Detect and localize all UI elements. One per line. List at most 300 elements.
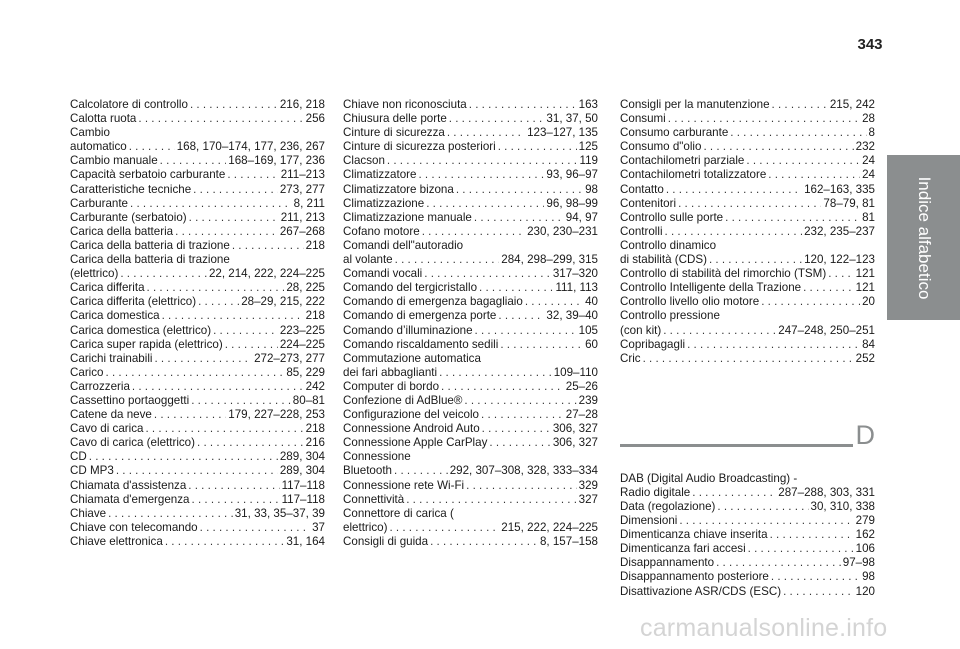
index-term: Climatizzatore bizona	[343, 182, 454, 196]
index-entry	[70, 366, 325, 380]
index-entry	[70, 436, 325, 450]
index-term: Chiave con telecomando	[70, 520, 198, 534]
index-term: Bluetooth	[343, 464, 392, 478]
index-entry-line	[70, 211, 325, 225]
page-references: 120	[855, 584, 875, 598]
index-term: Consigli di guida	[343, 534, 429, 548]
index-entry	[620, 585, 875, 599]
page-references: 117–118	[281, 478, 325, 492]
index-entry	[343, 239, 598, 267]
index-entry-line	[70, 183, 325, 197]
index-term: Dimensioni	[620, 514, 678, 528]
dot-leader	[232, 239, 304, 253]
page-references: 8	[868, 126, 875, 140]
index-entry-line	[70, 493, 325, 507]
dot-leader	[394, 464, 448, 478]
index-entry-line	[620, 528, 875, 542]
index-term: Cavo di carica	[70, 422, 144, 436]
index-entry	[620, 309, 875, 337]
index-term: Chiave	[70, 506, 107, 520]
index-term: Carburante (serbatoio)	[70, 210, 187, 224]
page-references: 289, 304	[279, 450, 325, 464]
page-references: 60	[585, 337, 598, 351]
index-entry-line	[70, 154, 325, 168]
index-entry	[70, 521, 325, 535]
dot-leader	[225, 338, 278, 352]
index-entry-line	[70, 239, 325, 253]
index-entry-line	[70, 408, 325, 422]
page-references: 105	[578, 323, 598, 337]
dot-leader	[746, 154, 860, 168]
page-references: 256	[305, 112, 325, 126]
page-references: 242	[305, 379, 325, 393]
index-term: Consumi	[620, 112, 666, 126]
watermark: carmanualsonline.info	[640, 614, 888, 642]
page-references: 230, 230–231	[527, 224, 598, 238]
index-term: Controllo sulle porte	[620, 210, 724, 224]
dot-leader	[426, 197, 544, 211]
page-references: 106	[855, 542, 875, 556]
page-references: 120, 122–123	[804, 253, 875, 267]
index-term: Comando del tergicristallo	[343, 281, 478, 295]
index-term: Computer di bordo	[343, 379, 440, 393]
index-entry	[620, 140, 875, 154]
index-entry-line	[620, 295, 875, 309]
page-references: 25–26	[565, 379, 598, 393]
index-entry-line	[343, 239, 598, 253]
page-references: 8, 157–158	[539, 534, 598, 548]
index-column-2	[343, 98, 598, 549]
index-entry-line	[70, 309, 325, 323]
dot-leader	[666, 183, 802, 197]
page-references: 30, 310, 338	[810, 499, 875, 513]
index-entry	[70, 380, 325, 394]
page-references: 306, 327	[552, 436, 598, 450]
dot-leader	[783, 585, 854, 599]
page-references: 327	[578, 492, 598, 506]
index-entry	[620, 183, 875, 197]
dot-leader	[200, 521, 310, 535]
index-entry	[70, 211, 325, 225]
index-entry	[70, 450, 325, 464]
index-term: Cassettino portaoggetti	[70, 393, 190, 407]
index-term: dei fari abbaglianti	[343, 365, 438, 379]
page-references: 20	[862, 295, 875, 309]
page-references: 121	[855, 267, 875, 281]
index-term: elettrico)	[343, 520, 388, 534]
dot-leader	[703, 140, 853, 154]
dot-leader	[129, 140, 175, 154]
index-entry-line	[620, 486, 875, 500]
dot-leader	[162, 309, 304, 323]
index-term: Carburante	[70, 196, 129, 210]
index-entry-line	[70, 98, 325, 112]
section-divider-rule	[620, 444, 853, 447]
dot-leader	[154, 408, 226, 422]
dot-leader	[482, 422, 551, 436]
index-term: Catene da neve	[70, 408, 152, 422]
index-term: Disappannamento posteriore	[620, 570, 769, 584]
dot-leader	[692, 486, 776, 500]
dot-leader	[449, 112, 545, 126]
page-references: 28, 225	[286, 281, 325, 295]
index-term: Carica domestica (elettrico)	[70, 323, 212, 337]
index-entry-line	[343, 352, 598, 366]
index-entry-line	[70, 112, 325, 126]
index-term: Disappannamento	[620, 556, 715, 570]
dot-leader	[464, 394, 576, 408]
page-references: 329	[578, 478, 598, 492]
index-term: automatico	[70, 140, 127, 154]
dot-leader	[709, 253, 802, 267]
dot-leader	[198, 295, 239, 309]
index-entry	[343, 408, 598, 422]
page-references: 117–118	[281, 492, 325, 506]
dot-leader	[191, 394, 291, 408]
dot-leader	[668, 112, 860, 126]
page-references: 306, 327	[552, 422, 598, 436]
dot-leader	[189, 211, 279, 225]
index-term: Comando di emergenza bagagliaio	[343, 295, 523, 309]
index-entry	[343, 450, 598, 478]
side-tab-label: Indice alfabetico	[914, 176, 934, 299]
index-entry	[70, 324, 325, 338]
index-entry	[620, 267, 875, 281]
index-entry	[620, 126, 875, 140]
page-references: 121	[855, 281, 875, 295]
index-term: Controllo livello olio motore	[620, 295, 760, 309]
page-references: 215, 242	[829, 98, 875, 111]
index-term: Connettività	[343, 492, 405, 506]
index-term: Contachilometri parziale	[620, 154, 745, 168]
index-term: CD	[70, 450, 87, 464]
page-references: 96, 98–99	[546, 196, 598, 210]
dot-leader	[120, 267, 207, 281]
index-entry	[70, 225, 325, 239]
index-entry-line	[343, 183, 598, 197]
page-references: 218	[305, 309, 325, 323]
index-entry	[70, 239, 325, 253]
index-term: Cinture di sicurezza	[343, 126, 445, 140]
index-entry	[343, 154, 598, 168]
index-term: Cinture di sicurezza posteriori	[343, 140, 496, 154]
index-entry-line	[620, 500, 875, 514]
index-entry-line	[620, 542, 875, 556]
index-entry	[343, 267, 598, 281]
index-term: Cambio manuale	[70, 154, 158, 168]
index-entry	[70, 112, 325, 126]
index-entry	[343, 352, 598, 380]
index-term: Carico	[70, 365, 104, 379]
index-term: Carica della batteria di trazione	[70, 253, 230, 267]
page-references: 97–98	[842, 556, 875, 570]
index-entry-line	[343, 112, 598, 126]
page-references: 93, 96–97	[546, 168, 598, 182]
index-entry-line	[620, 225, 875, 239]
index-entry-line	[343, 309, 598, 323]
index-entry	[70, 507, 325, 521]
index-term: Climatizzazione manuale	[343, 210, 472, 224]
index-entry	[343, 507, 598, 535]
index-entry-line	[343, 380, 598, 394]
index-entry	[343, 309, 598, 323]
page-references: 218	[305, 422, 325, 436]
page-references: 247–248, 250–251	[778, 323, 875, 337]
index-entry-line	[70, 352, 325, 366]
page-references: 272–273, 277	[254, 351, 325, 365]
dot-leader	[456, 183, 583, 197]
index-entry	[343, 436, 598, 450]
index-entry-line	[620, 112, 875, 126]
index-entry	[343, 479, 598, 493]
dot-leader	[192, 493, 280, 507]
page-references: 27–28	[565, 408, 598, 422]
index-column-1	[70, 98, 325, 549]
page-references: 232, 235–237	[804, 224, 875, 238]
dot-leader	[498, 140, 577, 154]
index-column-3-c-entries	[620, 98, 875, 366]
index-entry-line	[70, 324, 325, 338]
page-references: 94, 97	[565, 210, 598, 224]
index-entry-line	[620, 281, 875, 295]
index-entry-line	[620, 126, 875, 140]
page-references: 31, 33, 35–37, 39	[234, 506, 325, 520]
index-term: Controllo dinamico	[620, 238, 717, 252]
index-entry	[343, 183, 598, 197]
dot-leader	[643, 352, 854, 366]
index-entry-line	[343, 324, 598, 338]
index-entry-line	[620, 267, 875, 281]
index-term: Configurazione del veicolo	[343, 408, 479, 422]
page-references: 31, 164	[286, 534, 325, 548]
index-term: Carica domestica	[70, 309, 160, 323]
index-entry	[70, 253, 325, 281]
index-term: Carica differita	[70, 281, 145, 295]
dot-leader	[430, 535, 538, 549]
dot-leader	[441, 380, 564, 394]
index-entry-line	[70, 479, 325, 493]
dot-leader	[116, 464, 278, 478]
index-entry-line	[343, 394, 598, 408]
index-entry	[620, 528, 875, 542]
page-references: 125	[578, 140, 598, 154]
page-references: 22, 214, 222, 224–225	[208, 267, 325, 281]
index-entry-line	[620, 183, 875, 197]
index-column-3-d-entries	[620, 472, 875, 599]
index-entry-line	[70, 436, 325, 450]
index-term: Carrozzeria	[70, 379, 130, 393]
index-term: Contenitori	[620, 196, 677, 210]
index-term: Radio digitale	[620, 485, 691, 499]
index-entry-line	[70, 295, 325, 309]
page-references: 111, 113	[555, 281, 598, 295]
index-entry	[620, 239, 875, 267]
index-entry-line	[620, 154, 875, 168]
dot-leader	[761, 295, 860, 309]
index-entry	[343, 225, 598, 239]
dot-leader	[730, 126, 866, 140]
dot-leader	[193, 183, 278, 197]
page-references: 37	[312, 520, 325, 534]
dot-leader	[424, 267, 551, 281]
index-term: Capacità serbatoio carburante	[70, 168, 226, 182]
dot-leader	[678, 197, 821, 211]
index-entry	[70, 309, 325, 323]
index-entry	[343, 140, 598, 154]
dot-leader	[663, 324, 776, 338]
index-term: Disattivazione ASR/CDS (ESC)	[620, 584, 782, 598]
dot-leader	[772, 98, 828, 112]
index-term: CD MP3	[70, 464, 114, 478]
index-entry-line	[343, 338, 598, 352]
index-entry-line	[343, 197, 598, 211]
page-references: 211, 213	[280, 210, 325, 224]
index-term: Dimenticanza chiave inserita	[620, 528, 768, 542]
page-references: 252	[855, 351, 875, 365]
index-entry-line	[70, 281, 325, 295]
index-entry	[620, 352, 875, 366]
dot-leader	[828, 267, 853, 281]
index-entry	[620, 338, 875, 352]
index-term: Comando riscaldamento sedili	[343, 337, 499, 351]
dot-leader	[716, 556, 841, 570]
index-entry-line	[620, 253, 875, 267]
index-term: Data (regolazione)	[620, 499, 716, 513]
dot-leader	[748, 542, 854, 556]
page-references: 279	[855, 514, 875, 528]
dot-leader	[500, 338, 583, 352]
index-term: Comando di emergenza porte	[343, 309, 497, 323]
page-references: 216	[305, 436, 325, 450]
page-number: 343	[857, 36, 883, 53]
dot-leader	[213, 324, 278, 338]
dot-leader	[447, 126, 525, 140]
index-entry	[343, 98, 598, 112]
dot-leader	[418, 168, 544, 182]
dot-leader	[406, 493, 576, 507]
index-entry-line	[620, 211, 875, 225]
dot-leader	[389, 521, 499, 535]
index-entry	[620, 570, 875, 584]
index-entry	[70, 408, 325, 422]
index-entry-line	[343, 140, 598, 154]
index-entry-line	[343, 98, 598, 112]
page-references: 8, 211	[293, 196, 325, 210]
dot-leader	[489, 436, 550, 450]
dot-leader	[803, 281, 854, 295]
index-term: Comandi dell"autoradio	[343, 238, 464, 252]
page-references: 109–110	[553, 365, 598, 379]
dot-leader	[770, 528, 854, 542]
index-entry-line	[620, 585, 875, 599]
index-entry	[70, 338, 325, 352]
index-entry	[70, 535, 325, 549]
index-entry	[343, 324, 598, 338]
index-entry-line	[70, 225, 325, 239]
index-entry-line	[343, 436, 598, 450]
index-entry-line	[343, 535, 598, 549]
index-entry	[343, 394, 598, 408]
index-term: DAB (Digital Audio Broadcasting) -	[620, 471, 798, 485]
dot-leader	[479, 281, 553, 295]
index-entry-line	[343, 126, 598, 140]
dot-leader	[188, 479, 279, 493]
index-entry-line	[70, 521, 325, 535]
index-entry-line	[343, 267, 598, 281]
index-term: Cric	[620, 351, 641, 365]
index-entry-line	[620, 197, 875, 211]
section-letter: D	[855, 419, 875, 450]
index-entry-line	[620, 309, 875, 323]
page-references: 24	[862, 154, 875, 168]
index-term: Contatto	[620, 182, 664, 196]
index-entry-line	[70, 267, 325, 281]
index-entry-line	[70, 464, 325, 478]
page-references: 223–225	[279, 323, 325, 337]
page-references: 119	[579, 154, 598, 168]
index-term: Chiamata d'assistenza	[70, 478, 187, 492]
index-entry-line	[343, 464, 598, 478]
index-term: Carica super rapida (elettrico)	[70, 337, 223, 351]
index-entry-line	[620, 324, 875, 338]
page-references: 98	[862, 570, 875, 584]
page-references: 98	[585, 182, 598, 196]
index-entry-line	[343, 521, 598, 535]
index-entry	[620, 197, 875, 211]
index-column-3	[620, 98, 875, 599]
index-entry-line	[70, 394, 325, 408]
page-references: 239	[578, 393, 598, 407]
index-entry	[70, 183, 325, 197]
index-entry	[343, 211, 598, 225]
dot-leader	[108, 507, 233, 521]
index-entry	[620, 472, 875, 500]
index-entry-line	[343, 422, 598, 436]
dot-leader	[190, 98, 278, 112]
page-references: 218	[305, 238, 325, 252]
page-references: 317–320	[552, 267, 598, 281]
page-references: 78–79, 81	[823, 196, 875, 210]
dot-leader	[665, 225, 803, 239]
section-side-tab	[887, 155, 960, 320]
index-entry	[70, 126, 325, 154]
dot-leader	[768, 168, 860, 182]
dot-leader	[466, 479, 577, 493]
index-entry-line	[70, 366, 325, 380]
index-term: Carica della batteria di trazione	[70, 238, 230, 252]
index-entry-line	[620, 352, 875, 366]
dot-leader	[475, 324, 577, 338]
index-term: Comando d’illuminazione	[343, 323, 473, 337]
dot-leader	[197, 436, 304, 450]
dot-leader	[422, 225, 525, 239]
index-entry	[70, 479, 325, 493]
index-entry-line	[343, 295, 598, 309]
page-references: 162	[855, 528, 875, 542]
index-entry	[70, 394, 325, 408]
index-entry-line	[70, 126, 325, 140]
dot-leader	[395, 253, 500, 267]
index-entry	[620, 112, 875, 126]
dot-leader	[717, 500, 808, 514]
index-entry	[620, 154, 875, 168]
dot-leader	[106, 366, 285, 380]
index-entry-line	[70, 422, 325, 436]
index-term: Connessione	[343, 450, 411, 464]
index-entry	[343, 168, 598, 182]
dot-leader	[89, 450, 278, 464]
index-entry-line	[343, 493, 598, 507]
